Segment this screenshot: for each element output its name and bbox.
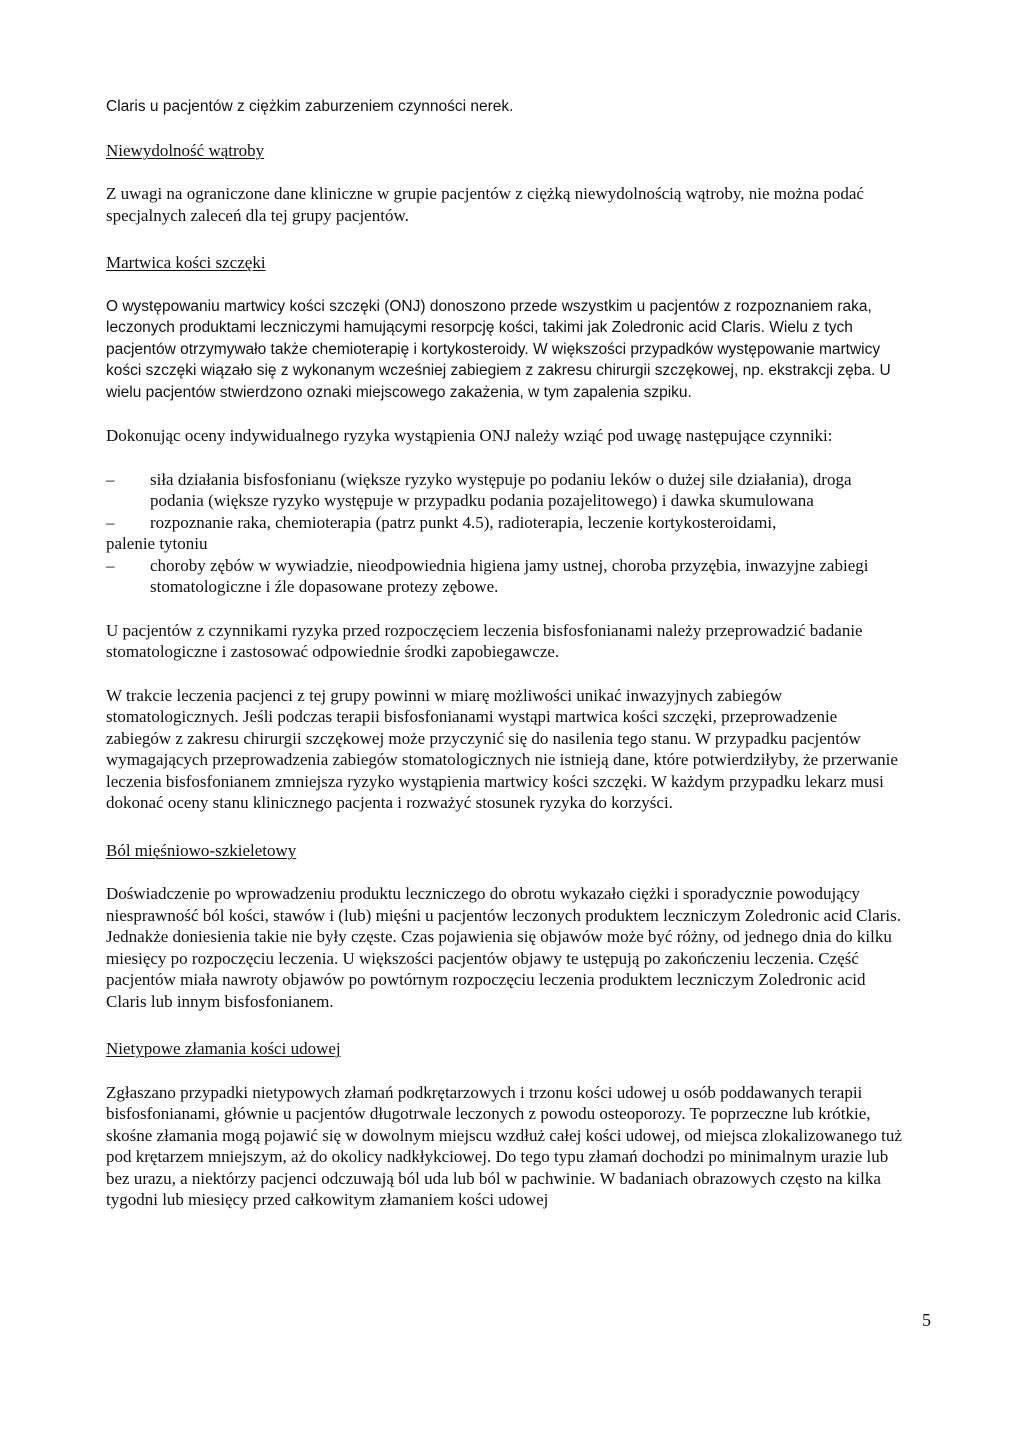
paragraph-liver-failure: Z uwagi na ograniczone dane kliniczne w grupie pacjentów z ciężką niewydolnością wątroby, nie można podać specjalnych zaleceń dla tej grupy pacjentów. bbox=[106, 184, 864, 225]
risk-factor-item: – choroby zębów w wywiadzie, nieodpowiednia higiena jamy ustnej, choroba przyzębia, inwazyjne zabiegi stomatologiczne i źle dopasowane protezy zębowe. bbox=[106, 555, 906, 598]
paragraph-onj-treatment: W trakcie leczenia pacjenci z tej grupy powinni w miarę możliwości unikać inwazyjnych zabiegów stomatologicznych. Jeśli podczas terapii bisfosfonianami wystąpi martwica kości szczęki, przeprowadzenie zabiegów z zakresu chirurgii szczękowej może przyczynić się do nasilenia tego stanu. W przypadku pacjentów wymagających przeprowadzenia zabiegów stomatologicznych nie istnieją dane, które potwierdziłyby, że przerwanie leczenia bisfosfonianem zmniejsza ryzyko wystąpienia martwicy kości szczęki. W każdym przypadku lekarz musi dokonać oceny stanu klinicznego pacjenta i rozważyć stosunek ryzyka do korzyści. bbox=[106, 685, 898, 812]
heading-onj: Martwica kości szczęki bbox=[106, 253, 266, 272]
risk-factor-item: – siła działania bisfosfonianu (większe ryzyko występuje po podaniu leków o dużej sile działania), droga podania (większe ryzyko występuje w przypadku podania pozajelitowego) i dawka skumulowana bbox=[106, 469, 906, 512]
paragraph-onj-risk: Dokonując oceny indywidualnego ryzyka wystąpienia ONJ należy wziąć pod uwagę następujące czynniki: bbox=[106, 426, 833, 445]
risk-factor-list-2 bbox=[106, 555, 906, 598]
intro-line: Claris u pacjentów z ciężkim zaburzeniem czynności nerek. bbox=[106, 98, 514, 115]
document-body bbox=[106, 96, 906, 1211]
paragraph-onj-prevention: U pacjentów z czynnikami ryzyka przed rozpoczęciem leczenia bisfosfonianami należy przeprowadzić badanie stomatologiczne i zastosować odpowiednie środki zapobiegawcze. bbox=[106, 620, 863, 661]
heading-atypical-fractures: Nietypowe złamania kości udowej bbox=[106, 1039, 341, 1058]
risk-factor-continuation: palenie tytoniu bbox=[106, 534, 208, 553]
page-number: 5 bbox=[922, 1310, 931, 1330]
risk-factor-list bbox=[106, 469, 906, 534]
paragraph-onj-intro: O występowaniu martwicy kości szczęki (ONJ) donoszono przede wszystkim u pacjentów z rozpoznaniem raka, leczonych produktami leczniczymi hamującymi resorpcję kości, takimi jak Zoledronic acid Claris. Wielu z tych pacjentów otrzymywało także chemioterapię i kortykosteroidy. W większości przypadków występowanie martwicy kości szczęki wiązało się z wykonanym wcześniej zabiegiem z zakresu chirurgii szczękowej, np. ekstrakcji zęba. U wielu pacjentów stwierdzono oznaki miejscowego zakażenia, w tym zapalenia szpiku. bbox=[106, 297, 891, 401]
risk-factor-item: – rozpoznanie raka, chemioterapia (patrz punkt 4.5), radioterapia, leczenie kortykosteroidami, bbox=[106, 512, 906, 534]
heading-musculoskeletal-pain: Ból mięśniowo-szkieletowy bbox=[106, 840, 297, 860]
heading-liver-failure: Niewydolność wątroby bbox=[106, 140, 265, 160]
paragraph-atypical-fractures: Zgłaszano przypadki nietypowych złamań podkrętarzowych i trzonu kości udowej u osób poddawanych terapii bisfosfonianami, głównie u pacjentów długotrwale leczonych z powodu osteoporozy. Te poprzeczne lub krótkie, skośne złamania mogą pojawić się w dowolnym miejscu wzdłuż całej kości udowej, od miejsca zlokalizowanego tuż pod krętarzem mniejszym, aż do okolicy nadkłykciowej. Do tego typu złamań dochodzi po minimalnym urazie lub bez urazu, a niektórzy pacjenci odczuwają ból uda lub ból w pachwinie. W badaniach obrazowych często na kilka tygodni lub miesięcy przed całkowitym złamaniem kości udowej bbox=[106, 1082, 902, 1209]
paragraph-musculoskeletal-pain: Doświadczenie po wprowadzeniu produktu leczniczego do obrotu wykazało ciężki i sporadycznie powodujący niesprawność ból kości, stawów i (lub) mięśni u pacjentów leczonych produktem leczniczym Zoledronic acid Claris. Jednakże doniesienia takie nie były częste. Czas pojawienia się objawów może być różny, od jednego dnia do kilku miesięcy po rozpoczęciu leczenia. U większości pacjentów objawy te ustępują po zakończeniu leczenia. Część pacjentów miała nawroty objawów po powtórnym rozpoczęciu leczenia produktem leczniczym Zoledronic acid Claris lub innym bisfosfonianem. bbox=[106, 884, 901, 1011]
